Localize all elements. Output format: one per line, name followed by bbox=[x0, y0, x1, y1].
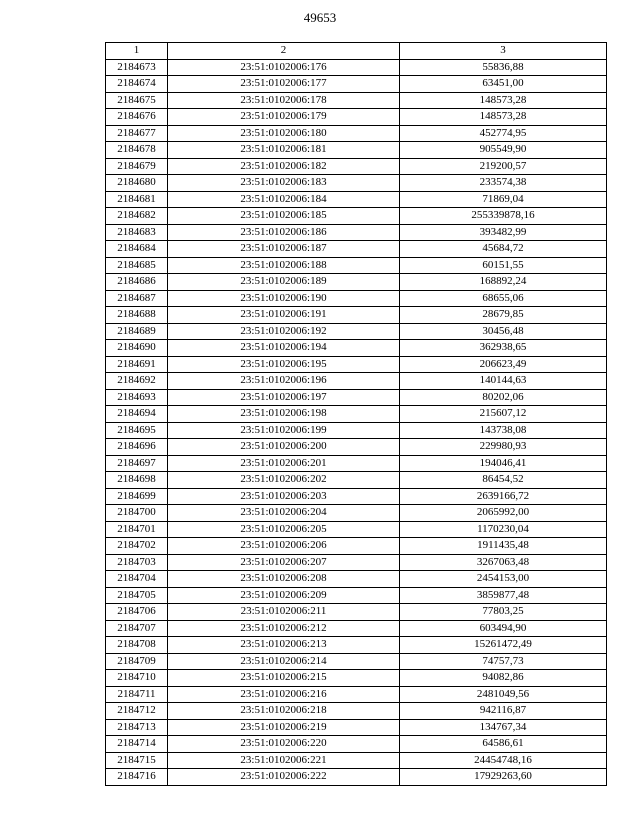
table-row bbox=[106, 307, 607, 324]
table-row bbox=[106, 670, 607, 687]
cadastral-number-cell: 23:51:0102006:183 bbox=[168, 175, 400, 192]
row-number-cell: 2184711 bbox=[106, 686, 168, 703]
table-row bbox=[106, 538, 607, 555]
value-cell: 905549,90 bbox=[400, 142, 607, 159]
table-row bbox=[106, 76, 607, 93]
cadastral-number-cell: 23:51:0102006:176 bbox=[168, 59, 400, 76]
value-cell: 55836,88 bbox=[400, 59, 607, 76]
row-number-cell: 2184674 bbox=[106, 76, 168, 93]
cadastral-number-cell: 23:51:0102006:219 bbox=[168, 719, 400, 736]
value-cell: 362938,65 bbox=[400, 340, 607, 357]
value-cell: 233574,38 bbox=[400, 175, 607, 192]
row-number-cell: 2184702 bbox=[106, 538, 168, 555]
table-row bbox=[106, 488, 607, 505]
cadastral-number-cell: 23:51:0102006:195 bbox=[168, 356, 400, 373]
row-number-cell: 2184679 bbox=[106, 158, 168, 175]
table-row bbox=[106, 373, 607, 390]
table-row bbox=[106, 323, 607, 340]
table-header-row bbox=[106, 43, 607, 60]
row-number-cell: 2184712 bbox=[106, 703, 168, 720]
row-number-cell: 2184695 bbox=[106, 422, 168, 439]
row-number-cell: 2184713 bbox=[106, 719, 168, 736]
cadastral-number-cell: 23:51:0102006:204 bbox=[168, 505, 400, 522]
cadastral-number-cell: 23:51:0102006:200 bbox=[168, 439, 400, 456]
value-cell: 1170230,04 bbox=[400, 521, 607, 538]
cadastral-number-cell: 23:51:0102006:211 bbox=[168, 604, 400, 621]
row-number-cell: 2184704 bbox=[106, 571, 168, 588]
row-number-cell: 2184694 bbox=[106, 406, 168, 423]
cadastral-number-cell: 23:51:0102006:180 bbox=[168, 125, 400, 142]
cadastral-number-cell: 23:51:0102006:189 bbox=[168, 274, 400, 291]
table-body bbox=[106, 59, 607, 785]
cadastral-number-cell: 23:51:0102006:188 bbox=[168, 257, 400, 274]
table-row bbox=[106, 92, 607, 109]
value-cell: 2481049,56 bbox=[400, 686, 607, 703]
cadastral-number-cell: 23:51:0102006:184 bbox=[168, 191, 400, 208]
table-row bbox=[106, 406, 607, 423]
row-number-cell: 2184683 bbox=[106, 224, 168, 241]
table-row bbox=[106, 389, 607, 406]
cadastral-number-cell: 23:51:0102006:194 bbox=[168, 340, 400, 357]
value-cell: 77803,25 bbox=[400, 604, 607, 621]
value-cell: 134767,34 bbox=[400, 719, 607, 736]
row-number-cell: 2184708 bbox=[106, 637, 168, 654]
row-number-cell: 2184677 bbox=[106, 125, 168, 142]
value-cell: 74757,73 bbox=[400, 653, 607, 670]
value-cell: 452774,95 bbox=[400, 125, 607, 142]
table-row bbox=[106, 769, 607, 786]
table-row bbox=[106, 208, 607, 225]
table-row bbox=[106, 109, 607, 126]
cadastral-number-cell: 23:51:0102006:178 bbox=[168, 92, 400, 109]
value-cell: 1911435,48 bbox=[400, 538, 607, 555]
row-number-cell: 2184701 bbox=[106, 521, 168, 538]
row-number-cell: 2184709 bbox=[106, 653, 168, 670]
cadastral-number-cell: 23:51:0102006:191 bbox=[168, 307, 400, 324]
value-cell: 255339878,16 bbox=[400, 208, 607, 225]
row-number-cell: 2184687 bbox=[106, 290, 168, 307]
row-number-cell: 2184680 bbox=[106, 175, 168, 192]
value-cell: 603494,90 bbox=[400, 620, 607, 637]
row-number-cell: 2184689 bbox=[106, 323, 168, 340]
value-cell: 28679,85 bbox=[400, 307, 607, 324]
row-number-cell: 2184707 bbox=[106, 620, 168, 637]
table-row bbox=[106, 455, 607, 472]
table-row bbox=[106, 505, 607, 522]
table-row bbox=[106, 158, 607, 175]
cadastral-number-cell: 23:51:0102006:179 bbox=[168, 109, 400, 126]
row-number-cell: 2184716 bbox=[106, 769, 168, 786]
table-row bbox=[106, 274, 607, 291]
row-number-cell: 2184675 bbox=[106, 92, 168, 109]
value-cell: 148573,28 bbox=[400, 109, 607, 126]
value-cell: 63451,00 bbox=[400, 76, 607, 93]
row-number-cell: 2184685 bbox=[106, 257, 168, 274]
cadastral-number-cell: 23:51:0102006:203 bbox=[168, 488, 400, 505]
value-cell: 148573,28 bbox=[400, 92, 607, 109]
value-cell: 2065992,00 bbox=[400, 505, 607, 522]
row-number-cell: 2184691 bbox=[106, 356, 168, 373]
value-cell: 64586,61 bbox=[400, 736, 607, 753]
table-row bbox=[106, 686, 607, 703]
table-row bbox=[106, 703, 607, 720]
value-cell: 30456,48 bbox=[400, 323, 607, 340]
data-table bbox=[105, 42, 607, 786]
row-number-cell: 2184714 bbox=[106, 736, 168, 753]
table-row bbox=[106, 472, 607, 489]
cadastral-number-cell: 23:51:0102006:206 bbox=[168, 538, 400, 555]
value-cell: 143738,08 bbox=[400, 422, 607, 439]
row-number-cell: 2184690 bbox=[106, 340, 168, 357]
cadastral-number-cell: 23:51:0102006:218 bbox=[168, 703, 400, 720]
row-number-cell: 2184700 bbox=[106, 505, 168, 522]
cadastral-number-cell: 23:51:0102006:177 bbox=[168, 76, 400, 93]
cadastral-number-cell: 23:51:0102006:214 bbox=[168, 653, 400, 670]
cadastral-number-cell: 23:51:0102006:190 bbox=[168, 290, 400, 307]
table-row bbox=[106, 290, 607, 307]
value-cell: 80202,06 bbox=[400, 389, 607, 406]
row-number-cell: 2184686 bbox=[106, 274, 168, 291]
value-cell: 942116,87 bbox=[400, 703, 607, 720]
value-cell: 215607,12 bbox=[400, 406, 607, 423]
cadastral-number-cell: 23:51:0102006:186 bbox=[168, 224, 400, 241]
cadastral-number-cell: 23:51:0102006:181 bbox=[168, 142, 400, 159]
cadastral-number-cell: 23:51:0102006:212 bbox=[168, 620, 400, 637]
row-number-cell: 2184684 bbox=[106, 241, 168, 258]
value-cell: 94082,86 bbox=[400, 670, 607, 687]
table-row bbox=[106, 224, 607, 241]
cadastral-number-cell: 23:51:0102006:201 bbox=[168, 455, 400, 472]
table-row bbox=[106, 439, 607, 456]
table-row bbox=[106, 142, 607, 159]
table-row bbox=[106, 736, 607, 753]
value-cell: 168892,24 bbox=[400, 274, 607, 291]
cadastral-number-cell: 23:51:0102006:192 bbox=[168, 323, 400, 340]
cadastral-number-cell: 23:51:0102006:202 bbox=[168, 472, 400, 489]
cadastral-number-cell: 23:51:0102006:216 bbox=[168, 686, 400, 703]
row-number-cell: 2184696 bbox=[106, 439, 168, 456]
table-row bbox=[106, 604, 607, 621]
table-row bbox=[106, 175, 607, 192]
value-cell: 17929263,60 bbox=[400, 769, 607, 786]
table-row bbox=[106, 752, 607, 769]
cadastral-number-cell: 23:51:0102006:198 bbox=[168, 406, 400, 423]
table-row bbox=[106, 241, 607, 258]
value-cell: 71869,04 bbox=[400, 191, 607, 208]
table-row bbox=[106, 620, 607, 637]
cadastral-number-cell: 23:51:0102006:220 bbox=[168, 736, 400, 753]
table-row bbox=[106, 653, 607, 670]
value-cell: 68655,06 bbox=[400, 290, 607, 307]
value-cell: 206623,49 bbox=[400, 356, 607, 373]
table-row bbox=[106, 719, 607, 736]
value-cell: 229980,93 bbox=[400, 439, 607, 456]
column-header-2: 2 bbox=[168, 43, 400, 60]
table-row bbox=[106, 356, 607, 373]
value-cell: 3859877,48 bbox=[400, 587, 607, 604]
column-header-3: 3 bbox=[400, 43, 607, 60]
value-cell: 24454748,16 bbox=[400, 752, 607, 769]
row-number-cell: 2184699 bbox=[106, 488, 168, 505]
cadastral-number-cell: 23:51:0102006:213 bbox=[168, 637, 400, 654]
cadastral-number-cell: 23:51:0102006:222 bbox=[168, 769, 400, 786]
value-cell: 60151,55 bbox=[400, 257, 607, 274]
cadastral-number-cell: 23:51:0102006:207 bbox=[168, 554, 400, 571]
cadastral-number-cell: 23:51:0102006:221 bbox=[168, 752, 400, 769]
row-number-cell: 2184693 bbox=[106, 389, 168, 406]
table-row bbox=[106, 340, 607, 357]
cadastral-number-cell: 23:51:0102006:208 bbox=[168, 571, 400, 588]
row-number-cell: 2184705 bbox=[106, 587, 168, 604]
table-row bbox=[106, 637, 607, 654]
row-number-cell: 2184682 bbox=[106, 208, 168, 225]
value-cell: 2454153,00 bbox=[400, 571, 607, 588]
row-number-cell: 2184678 bbox=[106, 142, 168, 159]
cadastral-number-cell: 23:51:0102006:205 bbox=[168, 521, 400, 538]
table-row bbox=[106, 59, 607, 76]
cadastral-number-cell: 23:51:0102006:187 bbox=[168, 241, 400, 258]
cadastral-number-cell: 23:51:0102006:215 bbox=[168, 670, 400, 687]
cadastral-number-cell: 23:51:0102006:197 bbox=[168, 389, 400, 406]
row-number-cell: 2184673 bbox=[106, 59, 168, 76]
table-row bbox=[106, 521, 607, 538]
value-cell: 15261472,49 bbox=[400, 637, 607, 654]
value-cell: 2639166,72 bbox=[400, 488, 607, 505]
column-header-1: 1 bbox=[106, 43, 168, 60]
row-number-cell: 2184710 bbox=[106, 670, 168, 687]
cadastral-number-cell: 23:51:0102006:209 bbox=[168, 587, 400, 604]
table-row bbox=[106, 587, 607, 604]
cadastral-number-cell: 23:51:0102006:199 bbox=[168, 422, 400, 439]
value-cell: 3267063,48 bbox=[400, 554, 607, 571]
value-cell: 393482,99 bbox=[400, 224, 607, 241]
table-row bbox=[106, 554, 607, 571]
row-number-cell: 2184692 bbox=[106, 373, 168, 390]
row-number-cell: 2184697 bbox=[106, 455, 168, 472]
row-number-cell: 2184706 bbox=[106, 604, 168, 621]
row-number-cell: 2184688 bbox=[106, 307, 168, 324]
cadastral-number-cell: 23:51:0102006:185 bbox=[168, 208, 400, 225]
table-row bbox=[106, 422, 607, 439]
value-cell: 194046,41 bbox=[400, 455, 607, 472]
value-cell: 219200,57 bbox=[400, 158, 607, 175]
value-cell: 45684,72 bbox=[400, 241, 607, 258]
row-number-cell: 2184676 bbox=[106, 109, 168, 126]
cadastral-number-cell: 23:51:0102006:196 bbox=[168, 373, 400, 390]
row-number-cell: 2184703 bbox=[106, 554, 168, 571]
row-number-cell: 2184681 bbox=[106, 191, 168, 208]
cadastral-number-cell: 23:51:0102006:182 bbox=[168, 158, 400, 175]
page-number: 49653 bbox=[303, 10, 337, 25]
value-cell: 140144,63 bbox=[400, 373, 607, 390]
table-row bbox=[106, 571, 607, 588]
row-number-cell: 2184698 bbox=[106, 472, 168, 489]
row-number-cell: 2184715 bbox=[106, 752, 168, 769]
table-row bbox=[106, 191, 607, 208]
table-row bbox=[106, 125, 607, 142]
value-cell: 86454,52 bbox=[400, 472, 607, 489]
table-row bbox=[106, 257, 607, 274]
